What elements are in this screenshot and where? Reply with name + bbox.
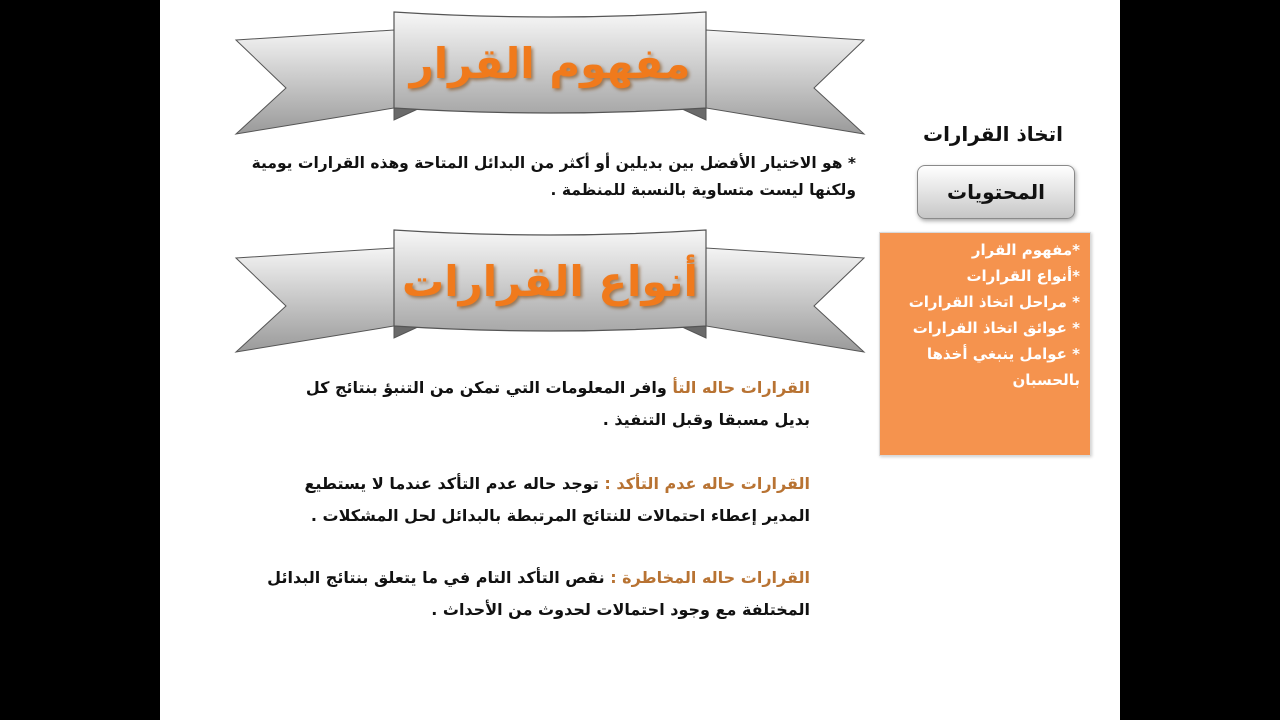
type-3-line-1 [184, 568, 810, 587]
type-2-line-1 [184, 474, 810, 493]
type-3-text: نقص التأكد التام في ما يتعلق بنتائج البدائل [267, 568, 605, 587]
type-2-line-2: المدير إعطاء احتمالات للنتائج المرتبطة بالبدائل لحل المشكلات . [310, 506, 810, 525]
sidebar-title: اتخاذ القرارات [922, 122, 1064, 146]
contents-list-box [879, 232, 1091, 456]
contents-button[interactable]: المحتويات [917, 165, 1075, 219]
type-1-term: القرارات حاله التأ [672, 378, 810, 397]
type-1-text: وافر المعلومات التي تمكن من التنبؤ بنتائج كل [305, 378, 667, 397]
type-1-line-1 [184, 378, 810, 397]
contents-item[interactable]: * عوائق اتخاذ القرارات [912, 319, 1080, 337]
type-2-text: توجد حاله عدم التأكد عندما لا يستطيع [304, 474, 599, 493]
ribbon-banner-types [234, 226, 866, 358]
contents-item[interactable]: *أنواع القرارات [966, 267, 1080, 285]
definition-paragraph: * هو الاختيار الأفضل بين بديلين أو أكثر من البدائل المتاحة وهذه القرارات يومية ولكنها ليست متساوية بالنسبة للمنظمة . [251, 154, 856, 199]
slide-canvas [160, 0, 1120, 720]
ribbon-title-definition: مفهوم القرار [409, 39, 691, 88]
contents-item[interactable]: * مراحل اتخاذ القرارات [908, 293, 1080, 311]
ribbon-title-types: أنواع القرارات [402, 257, 698, 306]
contents-item[interactable]: *مفهوم القرار [971, 241, 1080, 259]
type-2-term: القرارات حاله عدم التأكد : [604, 474, 810, 493]
type-3-term: القرارات حاله المخاطرة : [610, 568, 810, 587]
ribbon-banner-definition [234, 8, 866, 140]
type-3-line-2: المختلفة مع وجود احتمالات لحدوث من الأحداث . [431, 600, 810, 619]
contents-item[interactable]: بالحسبان [1012, 371, 1080, 389]
contents-item[interactable]: * عوامل ينبغي أخذها [926, 345, 1080, 363]
type-1-line-2: بديل مسبقا وقبل التنفيذ . [602, 410, 810, 429]
